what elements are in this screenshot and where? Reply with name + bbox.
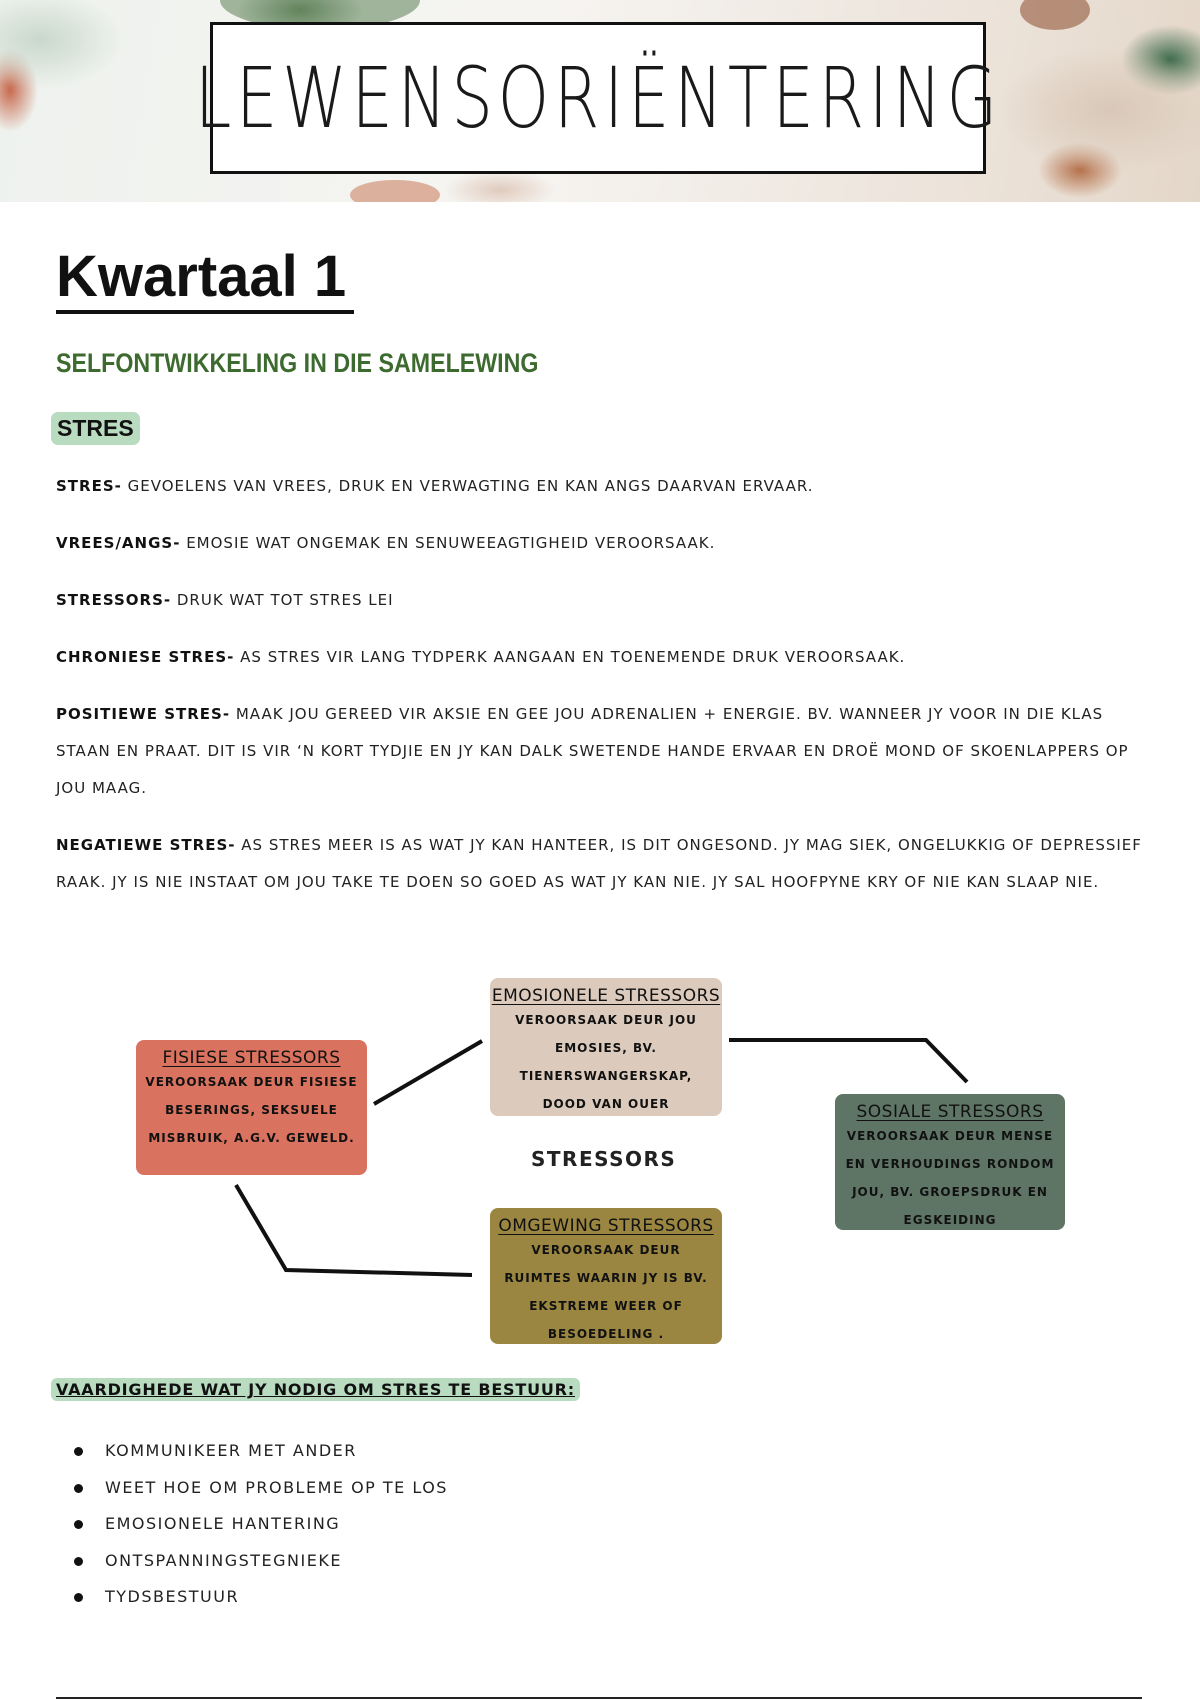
skill-text: WEET HOE OM PROBLEME OP TE LOS bbox=[105, 1477, 448, 1497]
fisiese-stressors-desc: VEROORSAAK DEUR FISIESE BESERINGS, SEKSUELE MISBRUIK, A.G.V. GEWELD. bbox=[145, 1075, 358, 1145]
section-heading: SELFONTWIKKELING IN DIE SAMELEWING bbox=[56, 348, 539, 378]
quarter-heading: Kwartaal 1 bbox=[56, 244, 354, 314]
definition-text: AS STRES VIR LANG TYDPERK AANGAAN EN TOENEMENDE DRUK VEROORSAAK. bbox=[234, 648, 906, 666]
definition-term: CHRONIESE STRES- bbox=[56, 648, 235, 666]
definition-term: STRESSORS- bbox=[56, 591, 172, 609]
skills-heading: VAARDIGHEDE WAT JY NODIG OM STRES TE BESTUUR: bbox=[51, 1378, 580, 1401]
list-item bbox=[70, 1543, 448, 1580]
list-item bbox=[70, 1433, 448, 1470]
sosiale-stressors-box bbox=[835, 1094, 1065, 1230]
skill-text: KOMMUNIKEER MET ANDER bbox=[105, 1441, 357, 1460]
definition-text: MAAK JOU GEREED VIR AKSIE EN GEE JOU ADRENALIEN + ENERGIE. BV. WANNEER JY VOOR IN DIE KLAS STAAN EN PRAAT. DIT IS VIR ‘N KORT TYDJIE EN JY KAN DALK SWETENDE HANDE ERVAAR EN DROË MOND OF SKOENLAPPERS OP JOU MAAG. bbox=[56, 705, 1129, 797]
title-box bbox=[194, 22, 1002, 174]
definition-item bbox=[56, 639, 1146, 676]
definition-text: EMOSIE WAT ONGEMAK EN SENUWEEAGTIGHEID VEROORSAAK. bbox=[180, 534, 716, 552]
marble-swirl-decoration bbox=[350, 180, 440, 202]
bullet-icon bbox=[74, 1557, 83, 1566]
list-item bbox=[70, 1470, 448, 1507]
definition-text: DRUK WAT TOT STRES LEI bbox=[171, 591, 394, 609]
list-item bbox=[70, 1579, 448, 1616]
page-title: LEWENSORIËNTERING bbox=[194, 49, 1002, 147]
connector-fisiese-omgewing bbox=[236, 1185, 472, 1275]
topic-tag: STRES bbox=[51, 412, 140, 445]
diagram-center-label: STRESSORS bbox=[531, 1147, 677, 1171]
definition-text: AS STRES MEER IS AS WAT JY KAN HANTEER, IS DIT ONGESOND. JY MAG SIEK, ONGELUKKIG OF DEPRESSIEF RAAK. JY IS NIE INSTAAT OM JOU TAKE TE DOEN SO GOED AS WAT JY KAN NIE. JY SAL HOOFPYNE KRY OF NIE KAN SLAAP NIE. bbox=[56, 836, 1142, 891]
omgewing-stressors-box bbox=[490, 1208, 722, 1344]
skills-list bbox=[70, 1433, 448, 1616]
definitions-list bbox=[56, 468, 1146, 921]
list-item bbox=[70, 1506, 448, 1543]
skill-text: EMOSIONELE HANTERING bbox=[105, 1514, 341, 1533]
omgewing-stressors-desc: VEROORSAAK DEUR RUIMTES WAARIN JY IS BV. EKSTREME WEER OF BESOEDELING . bbox=[504, 1243, 708, 1341]
sosiale-stressors-desc: VEROORSAAK DEUR MENSE EN VERHOUDINGS RONDOM JOU, BV. GROEPSDRUK EN EGSKEIDING bbox=[845, 1129, 1055, 1227]
connector-emosionele-sosiale bbox=[729, 1040, 967, 1082]
bottom-divider bbox=[56, 1697, 1142, 1699]
emosionele-stressors-desc: VEROORSAAK DEUR JOU EMOSIES, BV. TIENERSWANGERSKAP, DOOD VAN OUER bbox=[515, 1013, 697, 1111]
definition-item bbox=[56, 468, 1146, 505]
definition-text: GEVOELENS VAN VREES, DRUK EN VERWAGTING EN KAN ANGS DAARVAN ERVAAR. bbox=[121, 477, 814, 495]
fisiese-stressors-title: FISIESE STRESSORS bbox=[162, 1048, 341, 1068]
bullet-icon bbox=[74, 1593, 83, 1602]
header-banner bbox=[0, 0, 1200, 202]
bullet-icon bbox=[74, 1520, 83, 1529]
emosionele-stressors-title: EMOSIONELE STRESSORS bbox=[491, 986, 721, 1006]
definition-item bbox=[56, 696, 1146, 807]
connector-fisiese-emosionele bbox=[374, 1041, 482, 1104]
omgewing-stressors-title: OMGEWING STRESSORS bbox=[498, 1216, 714, 1236]
definition-item bbox=[56, 827, 1146, 901]
skill-text: TYDSBESTUUR bbox=[105, 1587, 240, 1606]
emosionele-stressors-box bbox=[490, 978, 722, 1116]
definition-term: VREES/ANGS- bbox=[56, 534, 181, 552]
skill-text: ONTSPANNINGSTEGNIEKE bbox=[105, 1550, 342, 1570]
definition-item bbox=[56, 525, 1146, 562]
bullet-icon bbox=[74, 1447, 83, 1456]
definition-term: NEGATIEWE STRES- bbox=[56, 836, 236, 854]
definition-term: STRES- bbox=[56, 477, 122, 495]
fisiese-stressors-box bbox=[136, 1040, 367, 1175]
definition-term: POSITIEWE STRES- bbox=[56, 705, 231, 723]
bullet-icon bbox=[74, 1484, 83, 1493]
marble-swirl-decoration bbox=[1020, 0, 1090, 30]
sosiale-stressors-title: SOSIALE STRESSORS bbox=[856, 1102, 1044, 1122]
definition-item bbox=[56, 582, 1146, 619]
